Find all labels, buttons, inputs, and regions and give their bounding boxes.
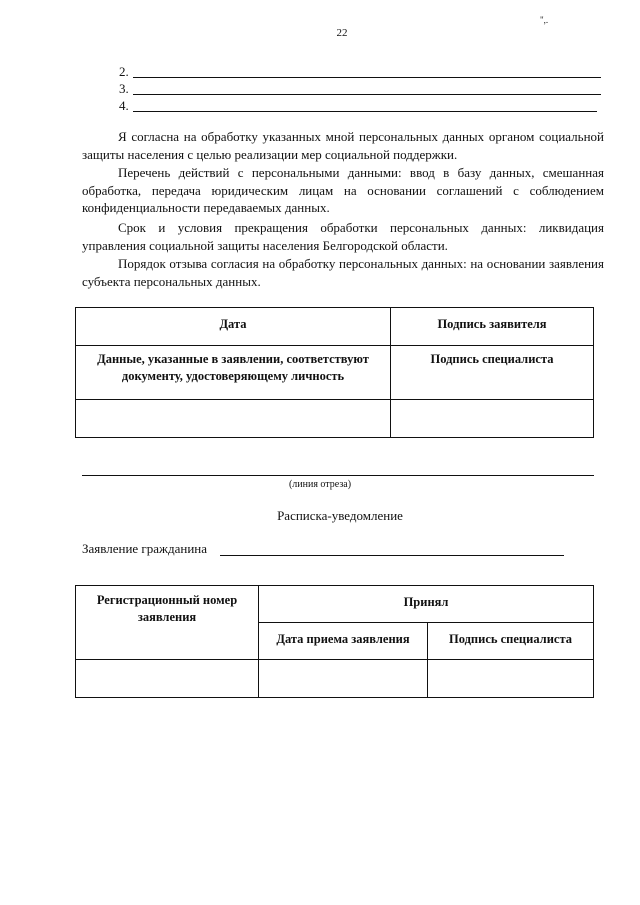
specialist-signature-header: Подпись специалиста — [428, 623, 594, 660]
reg-number-header: Регистрационный номер заявления — [76, 586, 259, 660]
revocation-paragraph: Порядок отзыва согласия на обработку персональных данных: на основании заявления субъекта персональных данных. — [82, 256, 604, 289]
citizen-name-line — [220, 555, 564, 556]
cut-line-label: (линия отреза) — [288, 479, 352, 490]
blank-line — [133, 111, 597, 112]
numbered-line-3 — [119, 81, 129, 97]
specialist-signature-header: Подпись специалиста — [391, 346, 594, 400]
consent-paragraph: Я согласна на обработку указанных мной персональных данных органом социальной защиты населения с целью реализации мер социальной поддержки. — [82, 129, 604, 162]
receipt-title: Расписка-уведомление — [277, 508, 403, 523]
data-match-header: Данные, указанные в заявлении, соответствуют документу, удостоверяющему личность — [76, 346, 391, 400]
date-header: Дата — [76, 308, 391, 346]
reg-number-cell — [76, 660, 259, 698]
date-received-cell — [259, 660, 428, 698]
cut-line — [82, 475, 594, 476]
consent-table — [75, 307, 594, 438]
receipt-table — [75, 585, 594, 698]
date-cell — [76, 400, 391, 438]
citizen-application-label: Заявление гражданина — [82, 541, 208, 556]
numbered-line-2 — [119, 64, 129, 80]
signature-cell — [391, 400, 594, 438]
line-number: 2. — [119, 64, 129, 79]
page-number: 22 — [336, 27, 348, 39]
blank-line — [133, 94, 601, 95]
applicant-signature-header: Подпись заявителя — [391, 308, 594, 346]
line-number: 3. — [119, 81, 129, 96]
termination-paragraph: Срок и условия прекращения обработки персональных данных: ликвидация управления социальной защиты населения Белгородской области. — [82, 220, 604, 253]
specialist-signature-cell — [428, 660, 594, 698]
line-number: 4. — [119, 98, 129, 113]
blank-line — [133, 77, 601, 78]
numbered-line-4 — [119, 98, 129, 114]
date-received-header: Дата приема заявления — [259, 623, 428, 660]
corner-mark: ",. — [540, 15, 549, 25]
actions-paragraph: Перечень действий с персональными данными: ввод в базу данных, смешанная обработка, передача юридическим лицам на основании соглашений с соблюдением конфиденциальности передаваемых данных. — [82, 165, 604, 216]
accepted-header: Принял — [259, 586, 594, 623]
